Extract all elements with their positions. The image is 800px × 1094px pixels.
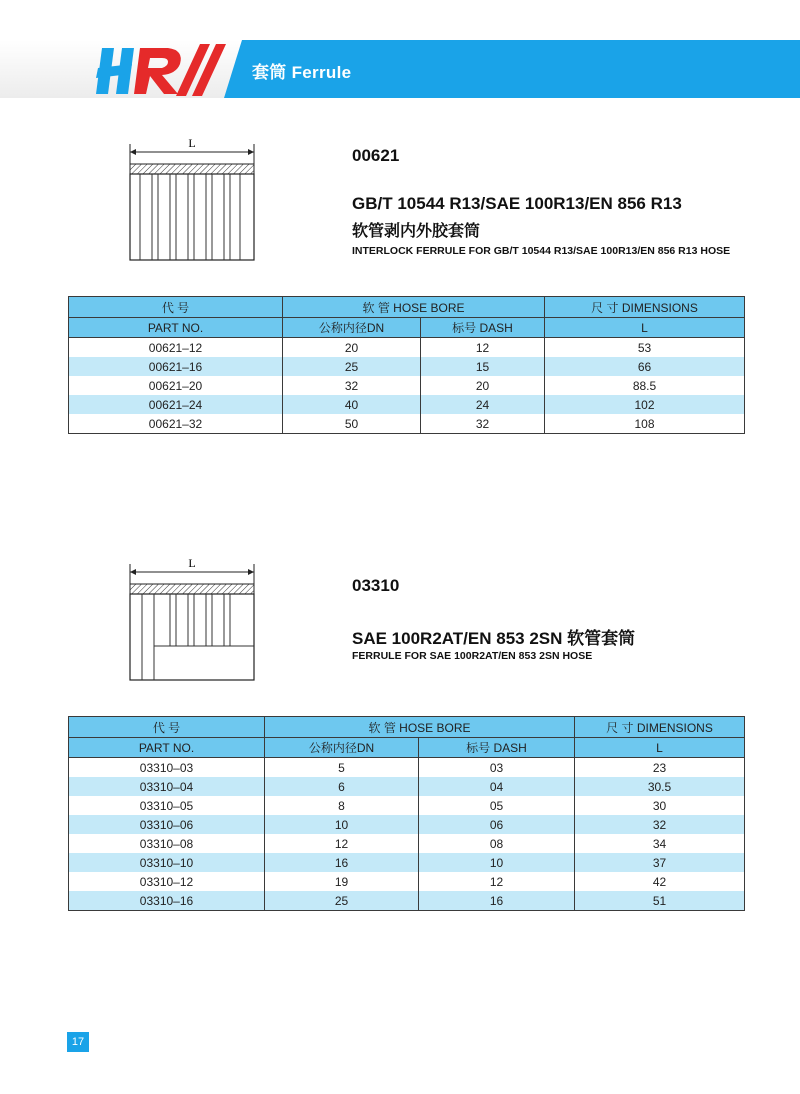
col-dn: 公称内径DN xyxy=(265,738,419,758)
cell-part: 00621–20 xyxy=(69,376,283,395)
cell-dash: 08 xyxy=(419,834,575,853)
table-row xyxy=(69,853,745,872)
col-hose-bore: 软 管 HOSE BORE xyxy=(283,297,545,318)
cell-dn: 16 xyxy=(265,853,419,872)
col-part-en: PART NO. xyxy=(69,318,283,338)
spec-table-00621 xyxy=(68,296,745,434)
product-code: 03310 xyxy=(352,576,400,595)
cell-l: 23 xyxy=(575,758,745,778)
cell-dn: 50 xyxy=(283,414,421,434)
cell-part: 03310–08 xyxy=(69,834,265,853)
product-standard: GB/T 10544 R13/SAE 100R13/EN 856 R13 xyxy=(352,194,682,213)
col-part-en: PART NO. xyxy=(69,738,265,758)
cell-dash: 06 xyxy=(419,815,575,834)
ferrule-drawing-03310 xyxy=(124,556,260,686)
cell-dn: 19 xyxy=(265,872,419,891)
cell-l: 34 xyxy=(575,834,745,853)
cell-dn: 8 xyxy=(265,796,419,815)
product-name-cn: 软管剥内外胶套筒 xyxy=(352,223,481,240)
cell-l: 30 xyxy=(575,796,745,815)
page-number: 17 xyxy=(67,1032,89,1052)
cell-dash: 12 xyxy=(421,338,545,358)
product-name-en: INTERLOCK FERRULE FOR GB/T 10544 R13/SAE 100R13/EN 856 R13 HOSE xyxy=(352,245,731,257)
cell-l: 42 xyxy=(575,872,745,891)
table-row xyxy=(69,395,745,414)
cell-l: 30.5 xyxy=(575,777,745,796)
table-row xyxy=(69,414,745,434)
cell-dn: 10 xyxy=(265,815,419,834)
cell-part: 03310–05 xyxy=(69,796,265,815)
dimension-label-L: L xyxy=(188,136,196,150)
cell-dn: 5 xyxy=(265,758,419,778)
cell-part: 03310–12 xyxy=(69,872,265,891)
cell-dash: 12 xyxy=(419,872,575,891)
col-l: L xyxy=(545,318,745,338)
cell-l: 108 xyxy=(545,414,745,434)
col-hose-bore: 软 管 HOSE BORE xyxy=(265,717,575,738)
table-row xyxy=(69,872,745,891)
cell-dn: 20 xyxy=(283,338,421,358)
col-dn: 公称内径DN xyxy=(283,318,421,338)
cell-dash: 20 xyxy=(421,376,545,395)
cell-part: 00621–12 xyxy=(69,338,283,358)
cell-l: 32 xyxy=(575,815,745,834)
table-row xyxy=(69,758,745,778)
cell-dash: 04 xyxy=(419,777,575,796)
col-part-cn: 代 号 xyxy=(69,297,283,318)
col-dash: 标号 DASH xyxy=(421,318,545,338)
col-dimensions: 尺 寸 DIMENSIONS xyxy=(545,297,745,318)
cell-dash: 10 xyxy=(419,853,575,872)
product-standard: SAE 100R2AT/EN 853 2SN 软管套筒 xyxy=(352,629,636,648)
cell-dn: 25 xyxy=(283,357,421,376)
product-code: 00621 xyxy=(352,146,400,165)
cell-dash: 05 xyxy=(419,796,575,815)
table-row xyxy=(69,834,745,853)
cell-dash: 24 xyxy=(421,395,545,414)
table-row xyxy=(69,376,745,395)
cell-dash: 32 xyxy=(421,414,545,434)
cell-dn: 6 xyxy=(265,777,419,796)
cell-part: 03310–03 xyxy=(69,758,265,778)
cell-part: 03310–16 xyxy=(69,891,265,911)
page-title: 套筒 Ferrule xyxy=(252,63,352,82)
cell-dash: 16 xyxy=(419,891,575,911)
dimension-label-L: L xyxy=(188,556,196,570)
cell-l: 102 xyxy=(545,395,745,414)
ferrule-drawing-00621 xyxy=(124,136,260,266)
cell-part: 00621–32 xyxy=(69,414,283,434)
table-row xyxy=(69,338,745,358)
hr-logo xyxy=(88,38,248,102)
cell-dash: 15 xyxy=(421,357,545,376)
cell-l: 53 xyxy=(545,338,745,358)
table-row xyxy=(69,891,745,911)
cell-part: 03310–04 xyxy=(69,777,265,796)
cell-l: 66 xyxy=(545,357,745,376)
cell-l: 51 xyxy=(575,891,745,911)
cell-dn: 40 xyxy=(283,395,421,414)
cell-dash: 03 xyxy=(419,758,575,778)
table-row xyxy=(69,777,745,796)
table-row xyxy=(69,796,745,815)
col-part-cn: 代 号 xyxy=(69,717,265,738)
cell-l: 88.5 xyxy=(545,376,745,395)
col-l: L xyxy=(575,738,745,758)
spec-table-03310 xyxy=(68,716,745,911)
cell-dn: 12 xyxy=(265,834,419,853)
cell-dn: 32 xyxy=(283,376,421,395)
table-row xyxy=(69,357,745,376)
col-dash: 标号 DASH xyxy=(419,738,575,758)
cell-part: 00621–16 xyxy=(69,357,283,376)
table-row xyxy=(69,815,745,834)
col-dimensions: 尺 寸 DIMENSIONS xyxy=(575,717,745,738)
cell-part: 03310–06 xyxy=(69,815,265,834)
cell-part: 03310–10 xyxy=(69,853,265,872)
cell-l: 37 xyxy=(575,853,745,872)
product-name-en: FERRULE FOR SAE 100R2AT/EN 853 2SN HOSE xyxy=(352,650,593,662)
cell-part: 00621–24 xyxy=(69,395,283,414)
cell-dn: 25 xyxy=(265,891,419,911)
